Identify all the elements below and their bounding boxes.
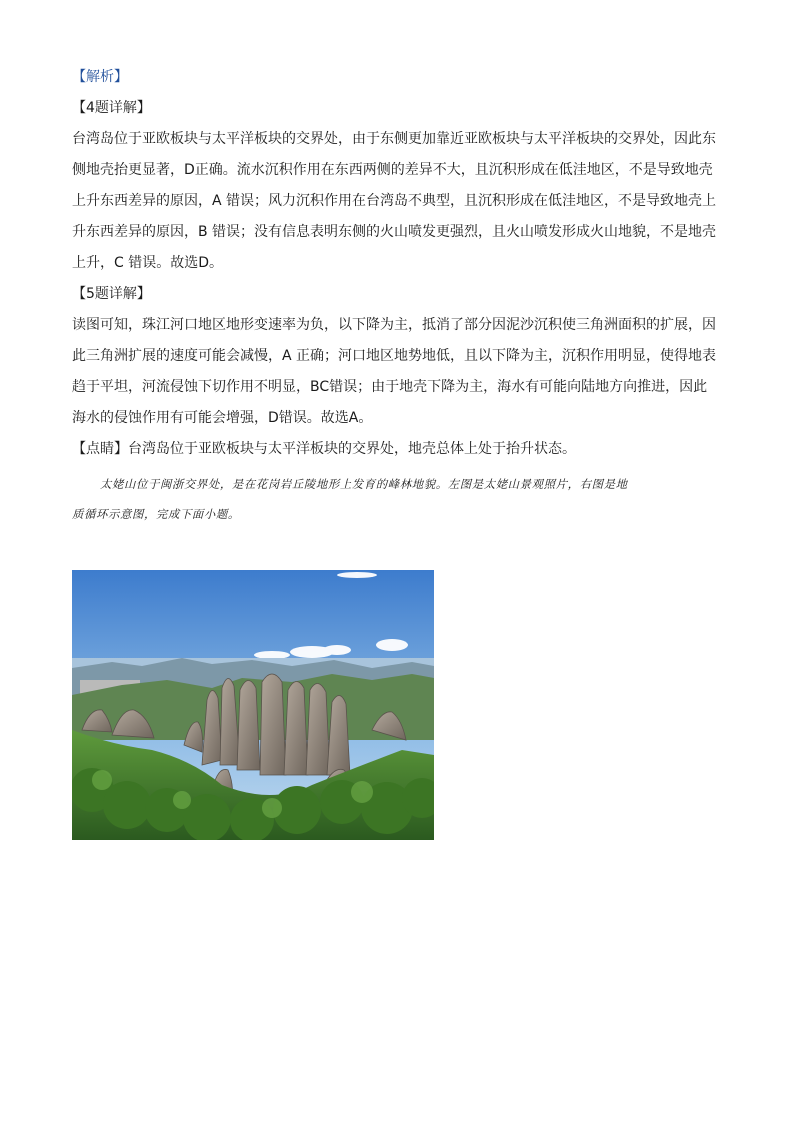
q5-line: 此三角洲扩展的速度可能会减慢，A 正确；河口地区地势地低，且以下降为主，沉积作用明显，使得地表 xyxy=(72,348,717,364)
q4-line: 侧地壳抬更显著，D正确。流水沉积作用在东西两侧的差异不大，且沉积形成在低洼地区，不是导致地壳 xyxy=(72,162,713,178)
taimu-mountain-photo xyxy=(72,570,434,840)
intro-line: 太姥山位于闽浙交界处，是在花岗岩丘陵地形上发育的峰林地貌。左图是太姥山景观照片，右图是地 xyxy=(100,477,628,491)
question-intro xyxy=(72,469,720,529)
q4-line: 上升东西差异的原因，A 错误；风力沉积作用在台湾岛不典型，且沉积形成在低洼地区，不是导致地壳上 xyxy=(72,193,717,209)
q5-line: 趋于平坦，河流侵蚀下切作用不明显，BC错误；由于地壳下降为主，海水有可能向陆地方向推进，因此 xyxy=(72,379,708,395)
q5-heading: 【5题详解】 xyxy=(72,286,151,302)
note-paragraph xyxy=(72,434,720,465)
q4-line: 升东西差异的原因，B 错误；没有信息表明东侧的火山喷发更强烈，且火山喷发形成火山地貌，不是地壳 xyxy=(72,224,717,240)
intro-line: 质循环示意图，完成下面小题。 xyxy=(72,507,240,521)
q4-explanation xyxy=(72,124,720,279)
q4-heading: 【4题详解】 xyxy=(72,100,151,116)
q4-line: 上升，C 错误。故选D。 xyxy=(72,255,224,271)
landscape-image xyxy=(72,570,434,840)
note-text: 台湾岛位于亚欧板块与太平洋板块的交界处，地壳总体上处于抬升状态。 xyxy=(128,441,576,457)
document-page xyxy=(72,62,720,529)
q5-line: 读图可知，珠江河口地区地形变速率为负，以下降为主，抵消了部分因泥沙沉积使三角洲面积的扩展，因 xyxy=(72,317,716,333)
q5-explanation xyxy=(72,310,720,434)
analysis-heading: 【解析】 xyxy=(72,69,128,85)
q4-line: 台湾岛位于亚欧板块与太平洋板块的交界处，由于东侧更加靠近亚欧板块与太平洋板块的交界处，因此东 xyxy=(72,131,716,147)
q5-line: 海水的侵蚀作用有可能会增强，D错误。故选A。 xyxy=(72,410,373,426)
note-heading: 【点睛】 xyxy=(72,441,128,457)
